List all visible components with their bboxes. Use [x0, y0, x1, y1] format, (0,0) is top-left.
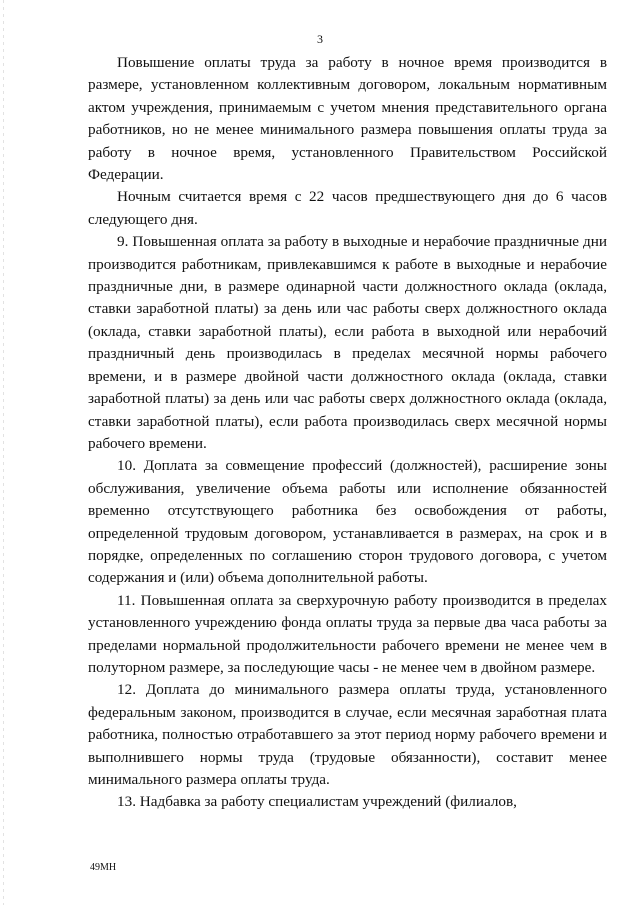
page-number: 3	[317, 32, 323, 46]
document-body	[88, 52, 607, 814]
paragraph-item-13: 13. Надбавка за работу специалистам учреждений (филиалов,	[117, 793, 517, 811]
document-code: 49МН	[90, 862, 117, 873]
paragraph-night-time-definition: Ночным считается время с 22 часов предшествующего дня до 6 часов следующего дня.	[88, 188, 607, 228]
paragraph-night-pay: Повышение оплаты труда за работу в ночное время производится в размере, установленном коллективным договором, локальным нормативным актом учреждения, принимаемым с учетом мнения представительного органа работников, но не менее минимального размера повышения оплаты труда за работу в ночное время, установленного Правительством Российской Федерации.	[88, 54, 607, 184]
paragraph-item-9: 9. Повышенная оплата за работу в выходные и нерабочие праздничные дни производится работникам, привлекавшимся к работе в выходные и нерабочие праздничные дни, в размере одинарной части должностного оклада (оклада, ставки заработной платы) за день или час работы сверх должностного оклада (оклада, ставки заработной платы), если работа в выходной или нерабочий праздничный день производилась в пределах месячной нормы рабочего времени, и в размере двойной части должностного оклада (оклада, ставки заработной платы) за день или час работы сверх должностного оклада (оклада, ставки заработной платы), если работа производилась сверх месячной нормы рабочего времени.	[88, 233, 607, 452]
paragraph-item-12: 12. Доплата до минимального размера оплаты труда, установленного федеральным законом, производится в случае, если месячная заработная плата работника, полностью отработавшего за этот период норму рабочего времени и выполнившего нормы труда (трудовые обязанности), составит менее минимального размера оплаты труда.	[88, 681, 607, 788]
paragraph-item-10: 10. Доплата за совмещение профессий (должностей), расширение зоны обслуживания, увеличение объема работы или исполнение обязанностей временно отсутствующего работника без освобождения от работы, определенной трудовым договором, устанавливается в размерах, на срок и в порядке, определенных по соглашению сторон трудового договора, с учетом содержания и (или) объема дополнительной работы.	[88, 457, 607, 587]
scan-edge-artifact	[3, 0, 4, 905]
paragraph-item-11: 11. Повышенная оплата за сверхурочную работу производится в пределах установленного учреждению фонда оплаты труда за первые два часа работы за пределами нормальной продолжительности рабочего времени не менее чем в полуторном размере, за последующие часы - не менее чем в двойном размере.	[88, 591, 607, 676]
